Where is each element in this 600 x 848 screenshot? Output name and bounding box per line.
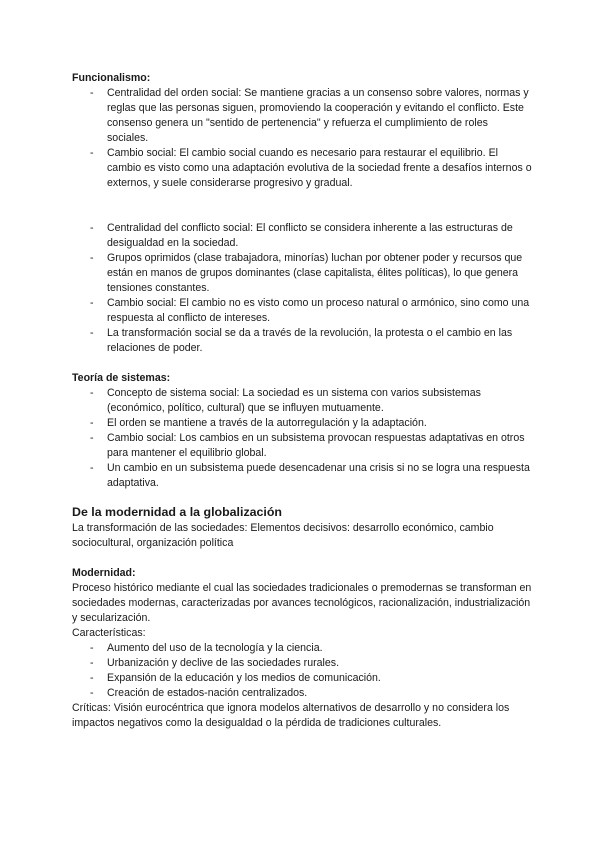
list-item: - Grupos oprimidos (clase trabajadora, minorías) luchan por obtener poder y recursos que están en manos de grupos dominantes (clase capitalista, élites políticas), lo que genera tensiones constantes. (72, 251, 532, 296)
sistemas-heading: Teoría de sistemas: (72, 372, 171, 384)
list-item: - Expansión de la educación y los medios de comunicación. (72, 671, 532, 686)
modernidad-heading: Modernidad: (72, 567, 136, 579)
modernidad-paragraph: Proceso histórico mediante el cual las sociedades tradicionales o premodernas se transforman en sociedades modernas, caracterizadas por avances tecnológicos, racionalización, industrialización y secularización. (72, 582, 532, 624)
list-item: - Cambio social: El cambio no es visto como un proceso natural o armónico, sino como una respuesta al conflicto de intereses. (72, 296, 532, 326)
spacer (72, 491, 532, 504)
funcionalismo-heading: Funcionalismo: (72, 72, 151, 84)
globalizacion-heading: De la modernidad a la globalización (72, 505, 282, 519)
spacer (72, 551, 532, 566)
globalizacion-intro: La transformación de las sociedades: Elementos decisivos: desarrollo económico, cambio sociocultural, organización política (72, 522, 494, 549)
list-item: - Concepto de sistema social: La sociedad es un sistema con varios subsistemas (económico, político, cultural) que se influyen mutuamente. (72, 386, 532, 416)
criticas-paragraph: Críticas: Visión eurocéntrica que ignora modelos alternativos de desarrollo y no considera los impactos negativos como la desigualdad o la pérdida de tradiciones culturales. (72, 702, 510, 729)
spacer (72, 191, 532, 221)
list-item: - Centralidad del conflicto social: El conflicto se considera inherente a las estructuras de desigualdad en la sociedad. (72, 221, 532, 251)
list-item: - Cambio social: El cambio social cuando es necesario para restaurar el equilibrio. El cambio es visto como una adaptación evolutiva de la sociedad frente a desafíos internos o externos, y suele considerarse progresivo y gradual. (72, 146, 532, 191)
document-page (72, 71, 532, 731)
list-item: - Aumento del uso de la tecnología y la ciencia. (72, 641, 532, 656)
list-item: - Un cambio en un subsistema puede desencadenar una crisis si no se logra una respuesta adaptativa. (72, 461, 532, 491)
sistemas-list (72, 386, 532, 491)
list-item: - Creación de estados-nación centralizados. (72, 686, 532, 701)
list-item: - Cambio social: Los cambios en un subsistema provocan respuestas adaptativas en otros para mantener el equilibrio global. (72, 431, 532, 461)
conflicto-list (72, 221, 532, 356)
list-item: - Urbanización y declive de las sociedades rurales. (72, 656, 532, 671)
list-item: - El orden se mantiene a través de la autorregulación y la adaptación. (72, 416, 532, 431)
caracteristicas-label: Características: (72, 627, 146, 639)
list-item: - Centralidad del orden social: Se mantiene gracias a un consenso sobre valores, normas y reglas que las personas siguen, promoviendo la cooperación y evitando el conflicto. Este consenso genera un "sentido de pertenencia" y refuerza el cumplimiento de roles sociales. (72, 86, 532, 146)
caracteristicas-list (72, 641, 532, 701)
spacer (72, 356, 532, 371)
list-item: - La transformación social se da a través de la revolución, la protesta o el cambio en las relaciones de poder. (72, 326, 532, 356)
funcionalismo-list (72, 86, 532, 191)
